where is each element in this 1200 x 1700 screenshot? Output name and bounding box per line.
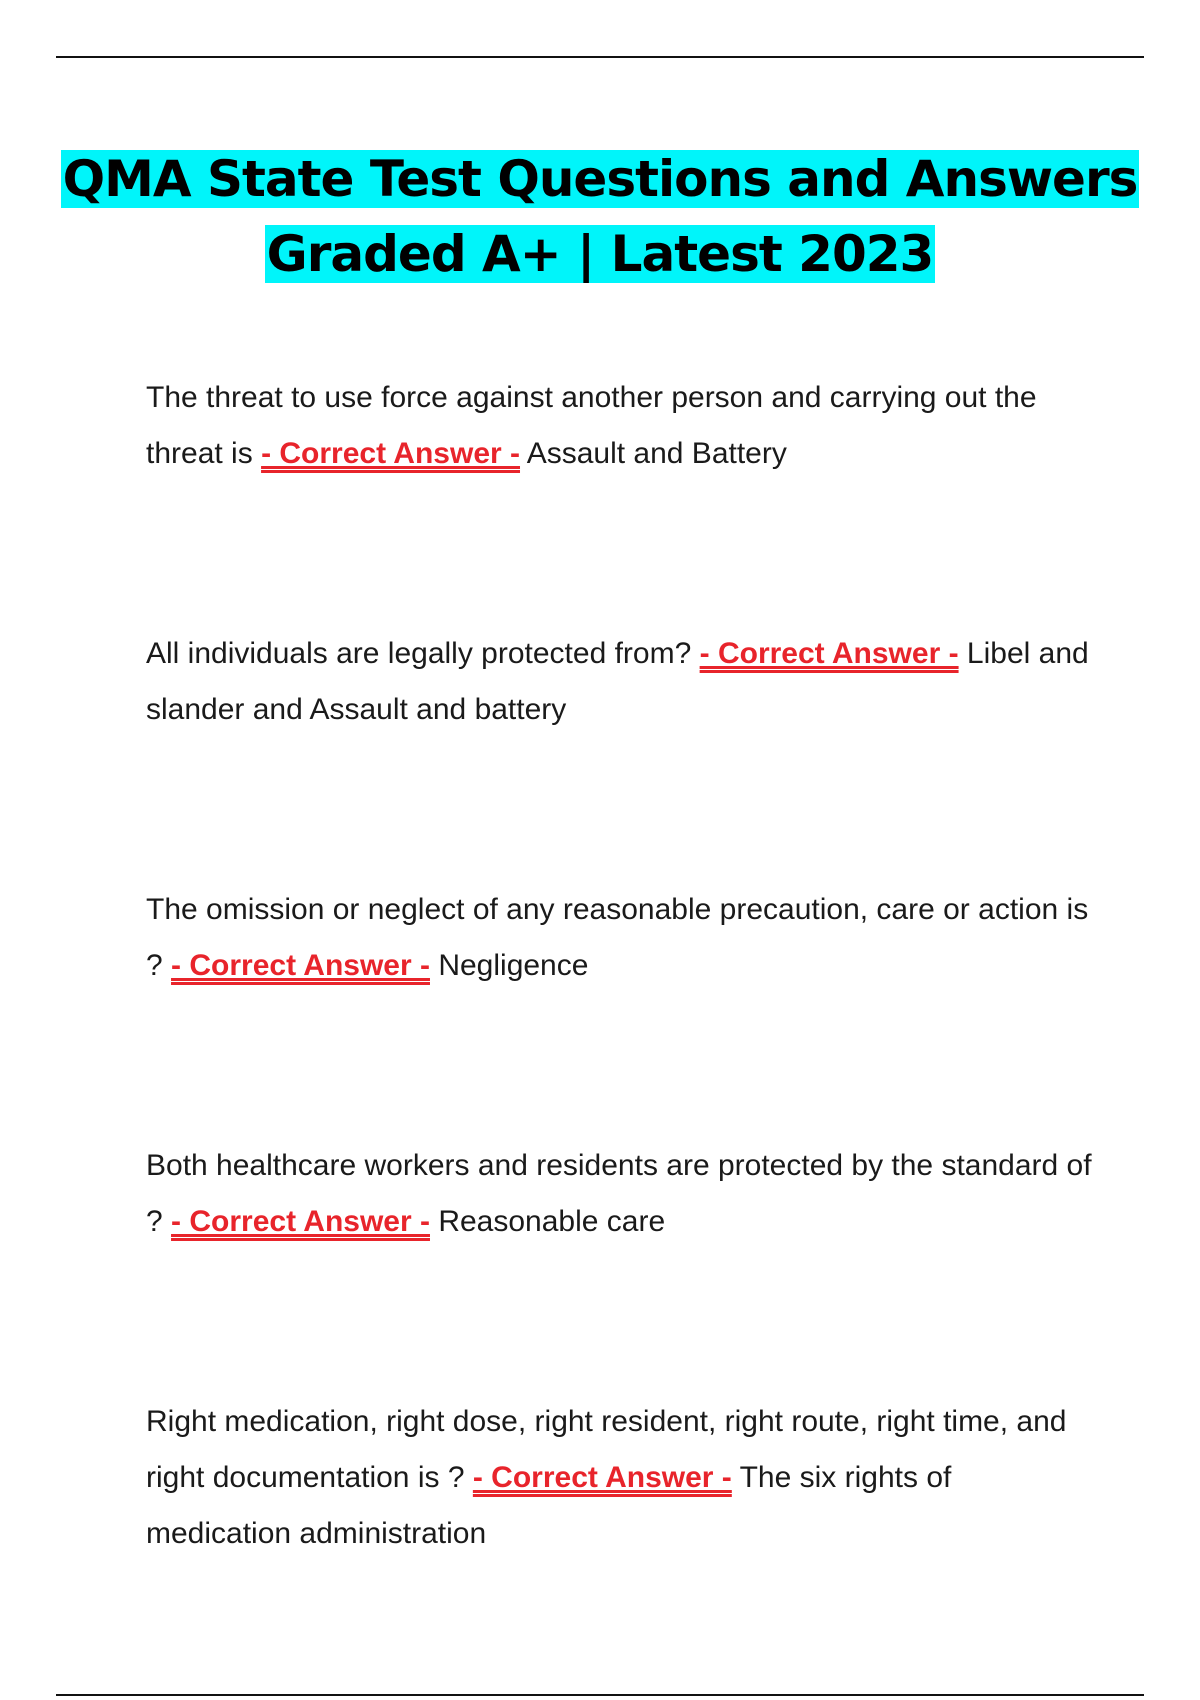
correct-answer-marker: - Correct Answer - [171, 1205, 430, 1238]
question-text: Both healthcare workers and residents are protected by the standard of ? [146, 1149, 1092, 1238]
bottom-divider [56, 1694, 1144, 1696]
question-text: The omission or neglect of any reasonable precaution, care or action is ? [146, 893, 1089, 982]
answer-text: The six rights of medication administration [146, 1461, 952, 1550]
correct-answer-marker: - Correct Answer - [261, 437, 521, 470]
answer-text: Reasonable care [438, 1205, 666, 1238]
qa-item [146, 1394, 1096, 1562]
qa-item [146, 370, 1096, 482]
title-line-1: QMA State Test Questions and Answers [62, 150, 1138, 208]
qa-item [146, 626, 1096, 738]
question-text: All individuals are legally protected from? [146, 637, 692, 670]
answer-text: Assault and Battery [526, 437, 787, 470]
answer-text: Negligence [438, 949, 589, 982]
qa-item [146, 882, 1096, 994]
answer-text: Libel and slander and Assault and battery [146, 637, 1089, 726]
question-text: The threat to use force against another person and carrying out the threat is [146, 381, 1037, 470]
correct-answer-marker: - Correct Answer - [472, 1461, 732, 1494]
title-line-2: Graded A+ | Latest 2023 [266, 225, 934, 283]
qa-list [146, 370, 1096, 1562]
question-text: Right medication, right dose, right resident, right route, right time, and right documentation is ? [146, 1405, 1067, 1494]
qa-item [146, 1138, 1096, 1250]
correct-answer-marker: - Correct Answer - [171, 949, 430, 982]
document-title [60, 142, 1140, 292]
top-divider [56, 56, 1144, 58]
correct-answer-marker: - Correct Answer - [699, 637, 959, 670]
